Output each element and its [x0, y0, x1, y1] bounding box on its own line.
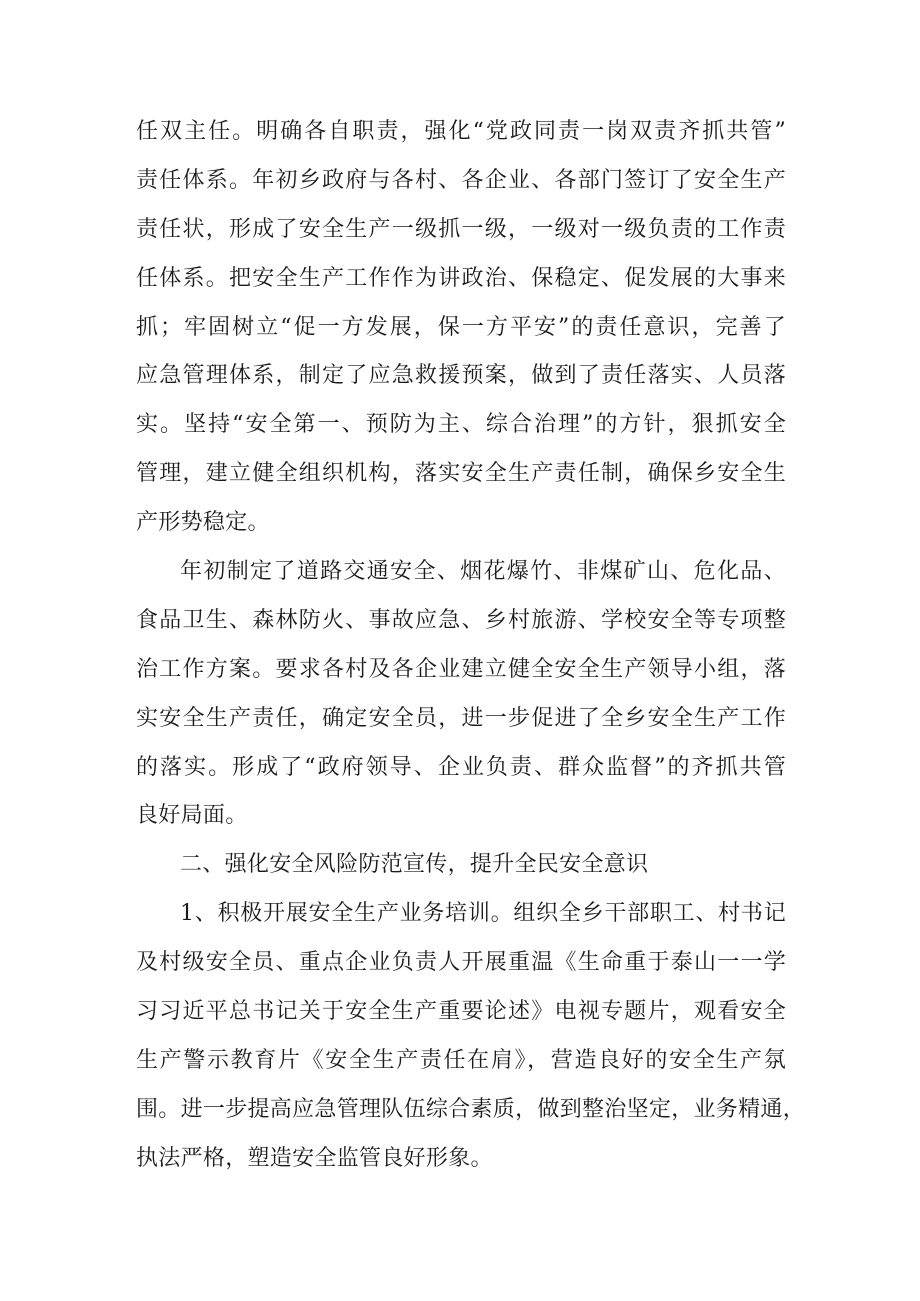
- text-line: 年初制定了道路交通安全、烟花爆竹、非煤矿山、危化品、: [180, 559, 786, 585]
- text-line: 及村级安全员、重点企业负责人开展重温《生命重于泰山一一学: [136, 950, 786, 976]
- text-line: 生产警示教育片《安全生产责任在肩》，营造良好的安全生产氛: [136, 1047, 786, 1073]
- text-line: 实安全生产责任，确定安全员，进一步促进了全乡安全生产工作: [136, 705, 786, 731]
- text-line: 管理，建立健全组织机构，落实安全生产责任制，确保乡安全生: [136, 461, 786, 487]
- section-heading: 二、强化安全风险防范宣传，提升全民安全意识: [180, 852, 649, 878]
- text-line: 食品卫生、森林防火、事故应急、乡村旅游、学校安全等专项整: [136, 607, 786, 633]
- text-line: 抓；牢固树立“促一方发展，保一方平安”的责任意识，完善了: [136, 314, 786, 340]
- text-line: 应急管理体系，制定了应急救援预案，做到了责任落实、人员落: [136, 363, 786, 389]
- text-line: 产形势稳定。: [136, 510, 270, 536]
- text-line: 良好局面。: [136, 803, 248, 829]
- document-body: [136, 108, 806, 1184]
- text-line: 实。坚持“安全第一、预防为主、综合治理”的方针，狠抓安全: [136, 412, 786, 438]
- text-line: 执法严格，塑造安全监管良好形象。: [136, 1145, 493, 1171]
- text-line: 责任体系。年初乡政府与各村、各企业、各部门签订了安全生产: [136, 167, 786, 193]
- text-line: 习习近平总书记关于安全生产重要论述》电视专题片，观看安全: [136, 999, 786, 1025]
- text-line: 责任状，形成了安全生产一级抓一级，一级对一级负责的工作责: [136, 216, 786, 242]
- text-line: 任体系。把安全生产工作作为讲政治、保稳定、促发展的大事来: [136, 265, 786, 291]
- text-line: 治工作方案。要求各村及各企业建立健全安全生产领导小组，落: [136, 656, 786, 682]
- text-line: 任双主任。明确各自职责，强化“党政同责一岗双责齐抓共管”: [136, 119, 786, 144]
- text-line: 围。进一步提高应急管理队伍综合素质，做到整治坚定，业务精通，: [136, 1096, 806, 1122]
- text-line: 1、积极开展安全生产业务培训。组织全乡干部职工、村书记: [180, 901, 786, 927]
- text-line: 的落实。形成了“政府领导、企业负责、群众监督”的齐抓共管: [136, 754, 786, 780]
